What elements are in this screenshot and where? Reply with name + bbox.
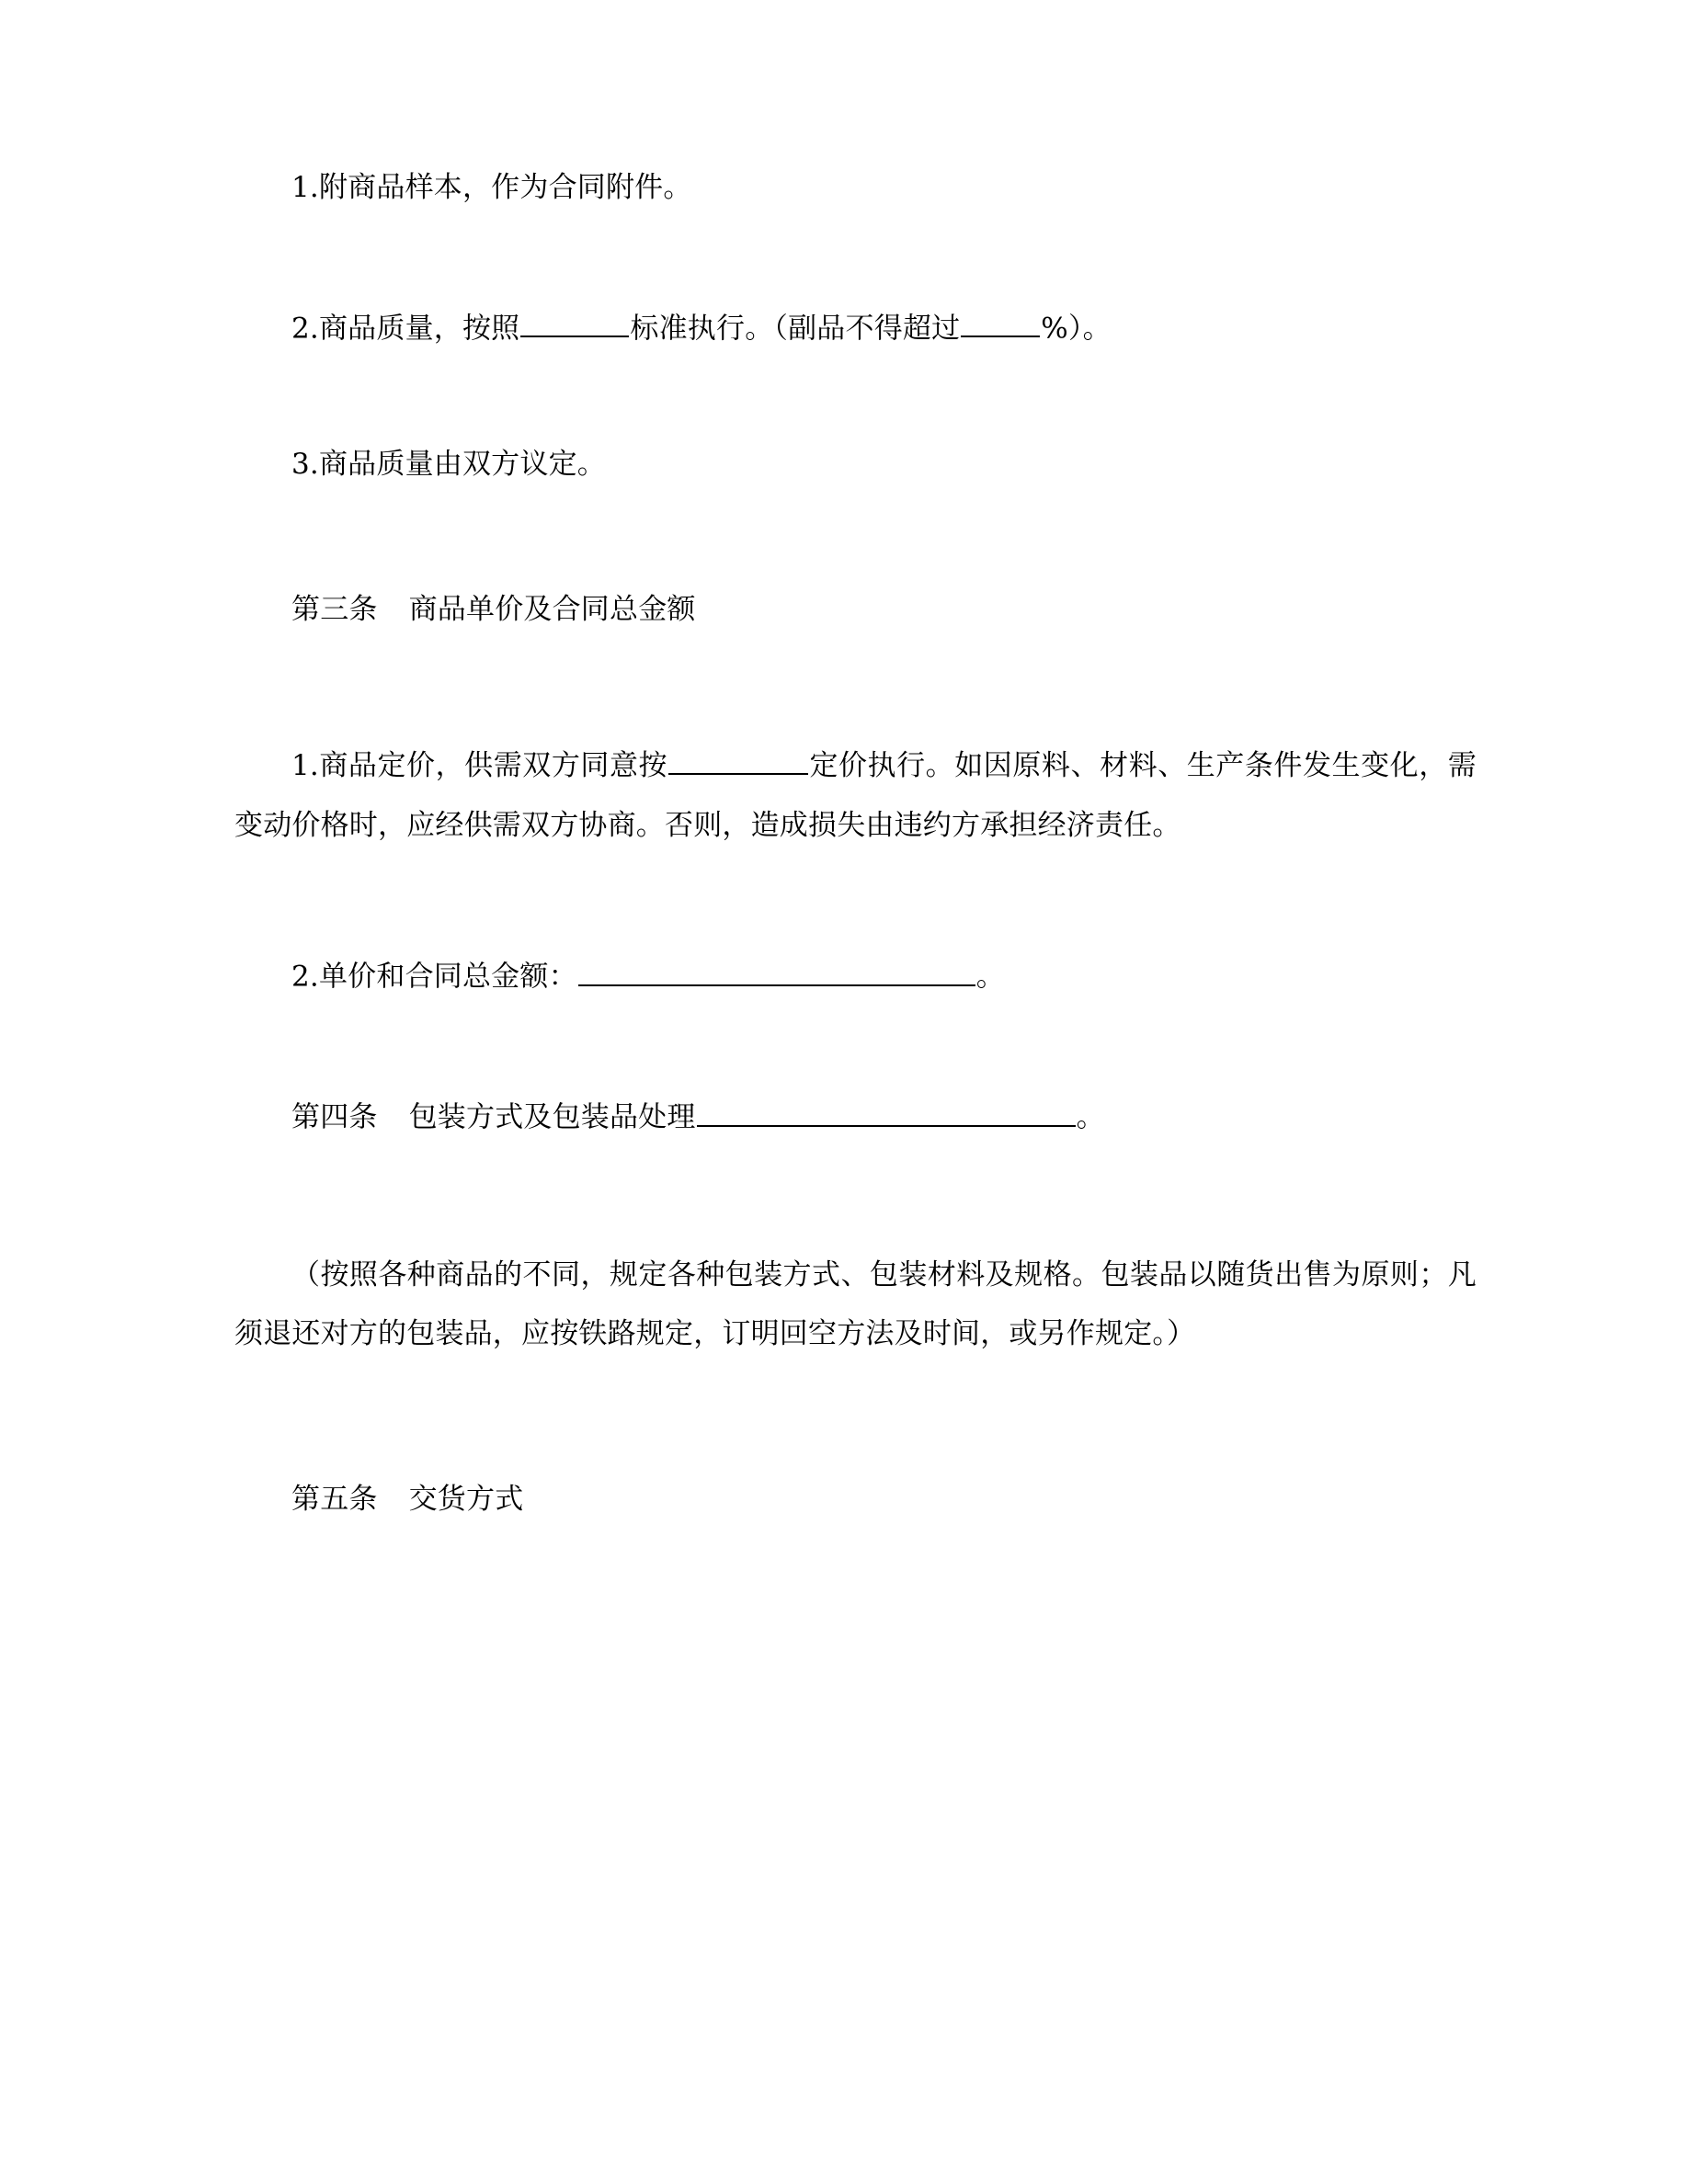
fill-in-blank-total-amount [578,954,975,986]
paragraph-spacer [234,207,1477,306]
paragraph-article-4-note [234,1246,1477,1364]
paragraph-spacer [234,628,1477,736]
text-run: 标准执行。（副品不得超过 [630,312,961,346]
heading-article-4 [234,1095,1477,1136]
fill-in-blank-packaging [697,1095,1076,1127]
text-run: %）。 [1041,312,1112,346]
article-title: 商品单价及合同总金额 [408,592,696,626]
text-run: 1.附商品样本，作为合同附件。 [291,171,692,204]
text-run: 2.商品质量，按照 [291,312,520,346]
fill-in-blank-standard [520,306,629,338]
paragraph-article-3-item-1 [234,736,1477,855]
text-run: 1.商品定价，供需双方同意按 [291,749,668,783]
article-number: 第四条 [291,1100,378,1134]
text-run: 。 [975,960,1005,994]
fill-in-blank-percent [961,306,1040,338]
paragraph-spacer [234,347,1477,447]
article-title: 包装方式及包装品处理 [408,1100,696,1134]
fill-in-blank-pricing [668,744,808,776]
text-run: 3.商品质量由双方议定。 [291,447,606,481]
text-run: 2.单价和合同总金额： [291,960,577,994]
paragraph-spacer [234,1364,1477,1482]
paragraph-article-3-item-2 [234,954,1477,995]
paragraph-spacer [234,855,1477,954]
text-run: 。 [1076,1100,1105,1134]
paragraph-item-3-quality-agreed [234,447,1477,483]
article-number: 第三条 [291,592,378,626]
text-run: 定价执行。如因原料、材料、生产条件发生变化，需变动价格时，应经供需双方协商。否则，造成损失由违约方承担经济责任。 [234,749,1477,842]
paragraph-spacer [234,995,1477,1095]
article-title: 交货方式 [408,1482,524,1516]
paragraph-item-1-sample [234,170,1477,207]
article-number: 第五条 [291,1482,378,1516]
document-body [234,170,1477,1518]
heading-article-3 [234,592,1477,629]
paragraph-spacer [234,1137,1477,1246]
heading-article-5 [234,1482,1477,1519]
paragraph-item-2-quality-standard [234,306,1477,347]
paragraph-spacer [234,483,1477,592]
text-run: （按照各种商品的不同，规定各种包装方式、包装材料及规格。包装品以随货出售为原则；凡须退还对方的包装品，应按铁路规定，订明回空方法及时间，或另作规定。） [234,1257,1477,1351]
